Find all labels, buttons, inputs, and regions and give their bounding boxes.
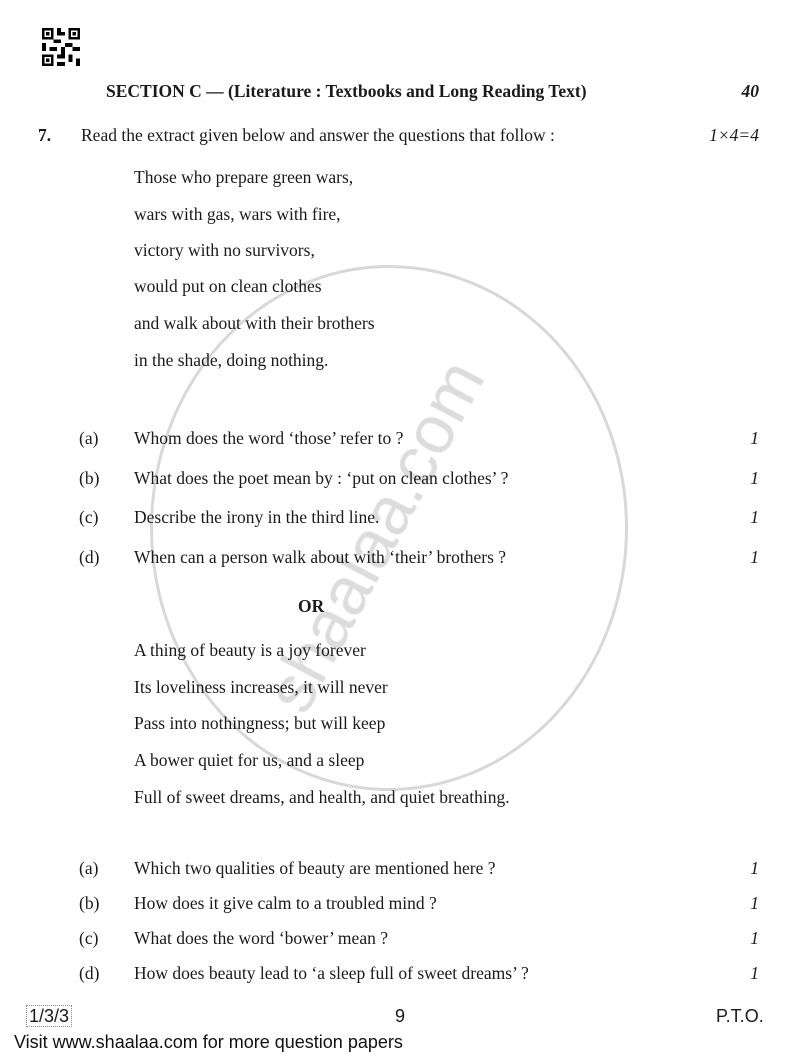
subquestion-text: Describe the irony in the third line. bbox=[134, 507, 380, 527]
subquestion-marks: 1 bbox=[750, 468, 759, 488]
extract1-line: victory with no survivors, bbox=[134, 240, 315, 260]
question-number: 7. bbox=[38, 125, 52, 145]
subquestion-text: How does beauty lead to ‘a sleep full of sweet dreams’ ? bbox=[134, 963, 529, 983]
subquestion-marks: 1 bbox=[750, 893, 759, 913]
or-divider: OR bbox=[298, 596, 325, 616]
subquestion-text: Which two qualities of beauty are mentioned here ? bbox=[134, 858, 496, 878]
subquestion-label: (d) bbox=[79, 547, 100, 567]
subquestion-marks: 1 bbox=[750, 963, 759, 983]
subquestion-label: (a) bbox=[79, 858, 99, 878]
subquestion-marks: 1 bbox=[750, 928, 759, 948]
extract1-line: and walk about with their brothers bbox=[134, 313, 375, 333]
subquestion-label: (c) bbox=[79, 507, 99, 527]
subquestion-label: (b) bbox=[79, 893, 100, 913]
question-instruction: Read the extract given below and answer the questions that follow : bbox=[81, 125, 555, 145]
subquestion-label: (b) bbox=[79, 468, 100, 488]
subquestion-text: What does the poet mean by : ‘put on clean clothes’ ? bbox=[134, 468, 509, 488]
page-number: 9 bbox=[395, 1006, 406, 1026]
extract1-line: would put on clean clothes bbox=[134, 276, 322, 296]
qr-code-icon bbox=[42, 28, 80, 66]
extract2-line: Full of sweet dreams, and health, and quiet breathing. bbox=[134, 787, 510, 807]
extract2-line: Its loveliness increases, it will never bbox=[134, 677, 388, 697]
subquestion-text: Whom does the word ‘those’ refer to ? bbox=[134, 428, 404, 448]
extract2-line: A bower quiet for us, and a sleep bbox=[134, 750, 365, 770]
section-title: SECTION C — (Literature : Textbooks and Long Reading Text) bbox=[106, 81, 587, 101]
subquestion-text: How does it give calm to a troubled mind ? bbox=[134, 893, 437, 913]
subquestion-text: When can a person walk about with ‘their’ brothers ? bbox=[134, 547, 507, 567]
extract1-line: Those who prepare green wars, bbox=[134, 167, 354, 187]
subquestion-marks: 1 bbox=[750, 428, 759, 448]
subquestion-text: What does the word ‘bower’ mean ? bbox=[134, 928, 388, 948]
subquestion-label: (a) bbox=[79, 428, 99, 448]
extract1-line: in the shade, doing nothing. bbox=[134, 350, 329, 370]
visit-link[interactable]: Visit www.shaalaa.com for more question papers bbox=[14, 1032, 403, 1052]
subquestion-marks: 1 bbox=[750, 507, 759, 527]
section-marks: 40 bbox=[741, 81, 759, 101]
pto-label: P.T.O. bbox=[716, 1006, 764, 1026]
subquestion-label: (d) bbox=[79, 963, 100, 983]
subquestion-marks: 1 bbox=[750, 547, 759, 567]
question-marks: 1×4=4 bbox=[709, 125, 759, 145]
subquestion-marks: 1 bbox=[750, 858, 759, 878]
extract2-line: Pass into nothingness; but will keep bbox=[134, 713, 386, 733]
extract2-line: A thing of beauty is a joy forever bbox=[134, 640, 366, 660]
subquestion-label: (c) bbox=[79, 928, 99, 948]
paper-code: 1/3/3 bbox=[26, 1005, 72, 1027]
extract1-line: wars with gas, wars with fire, bbox=[134, 204, 341, 224]
